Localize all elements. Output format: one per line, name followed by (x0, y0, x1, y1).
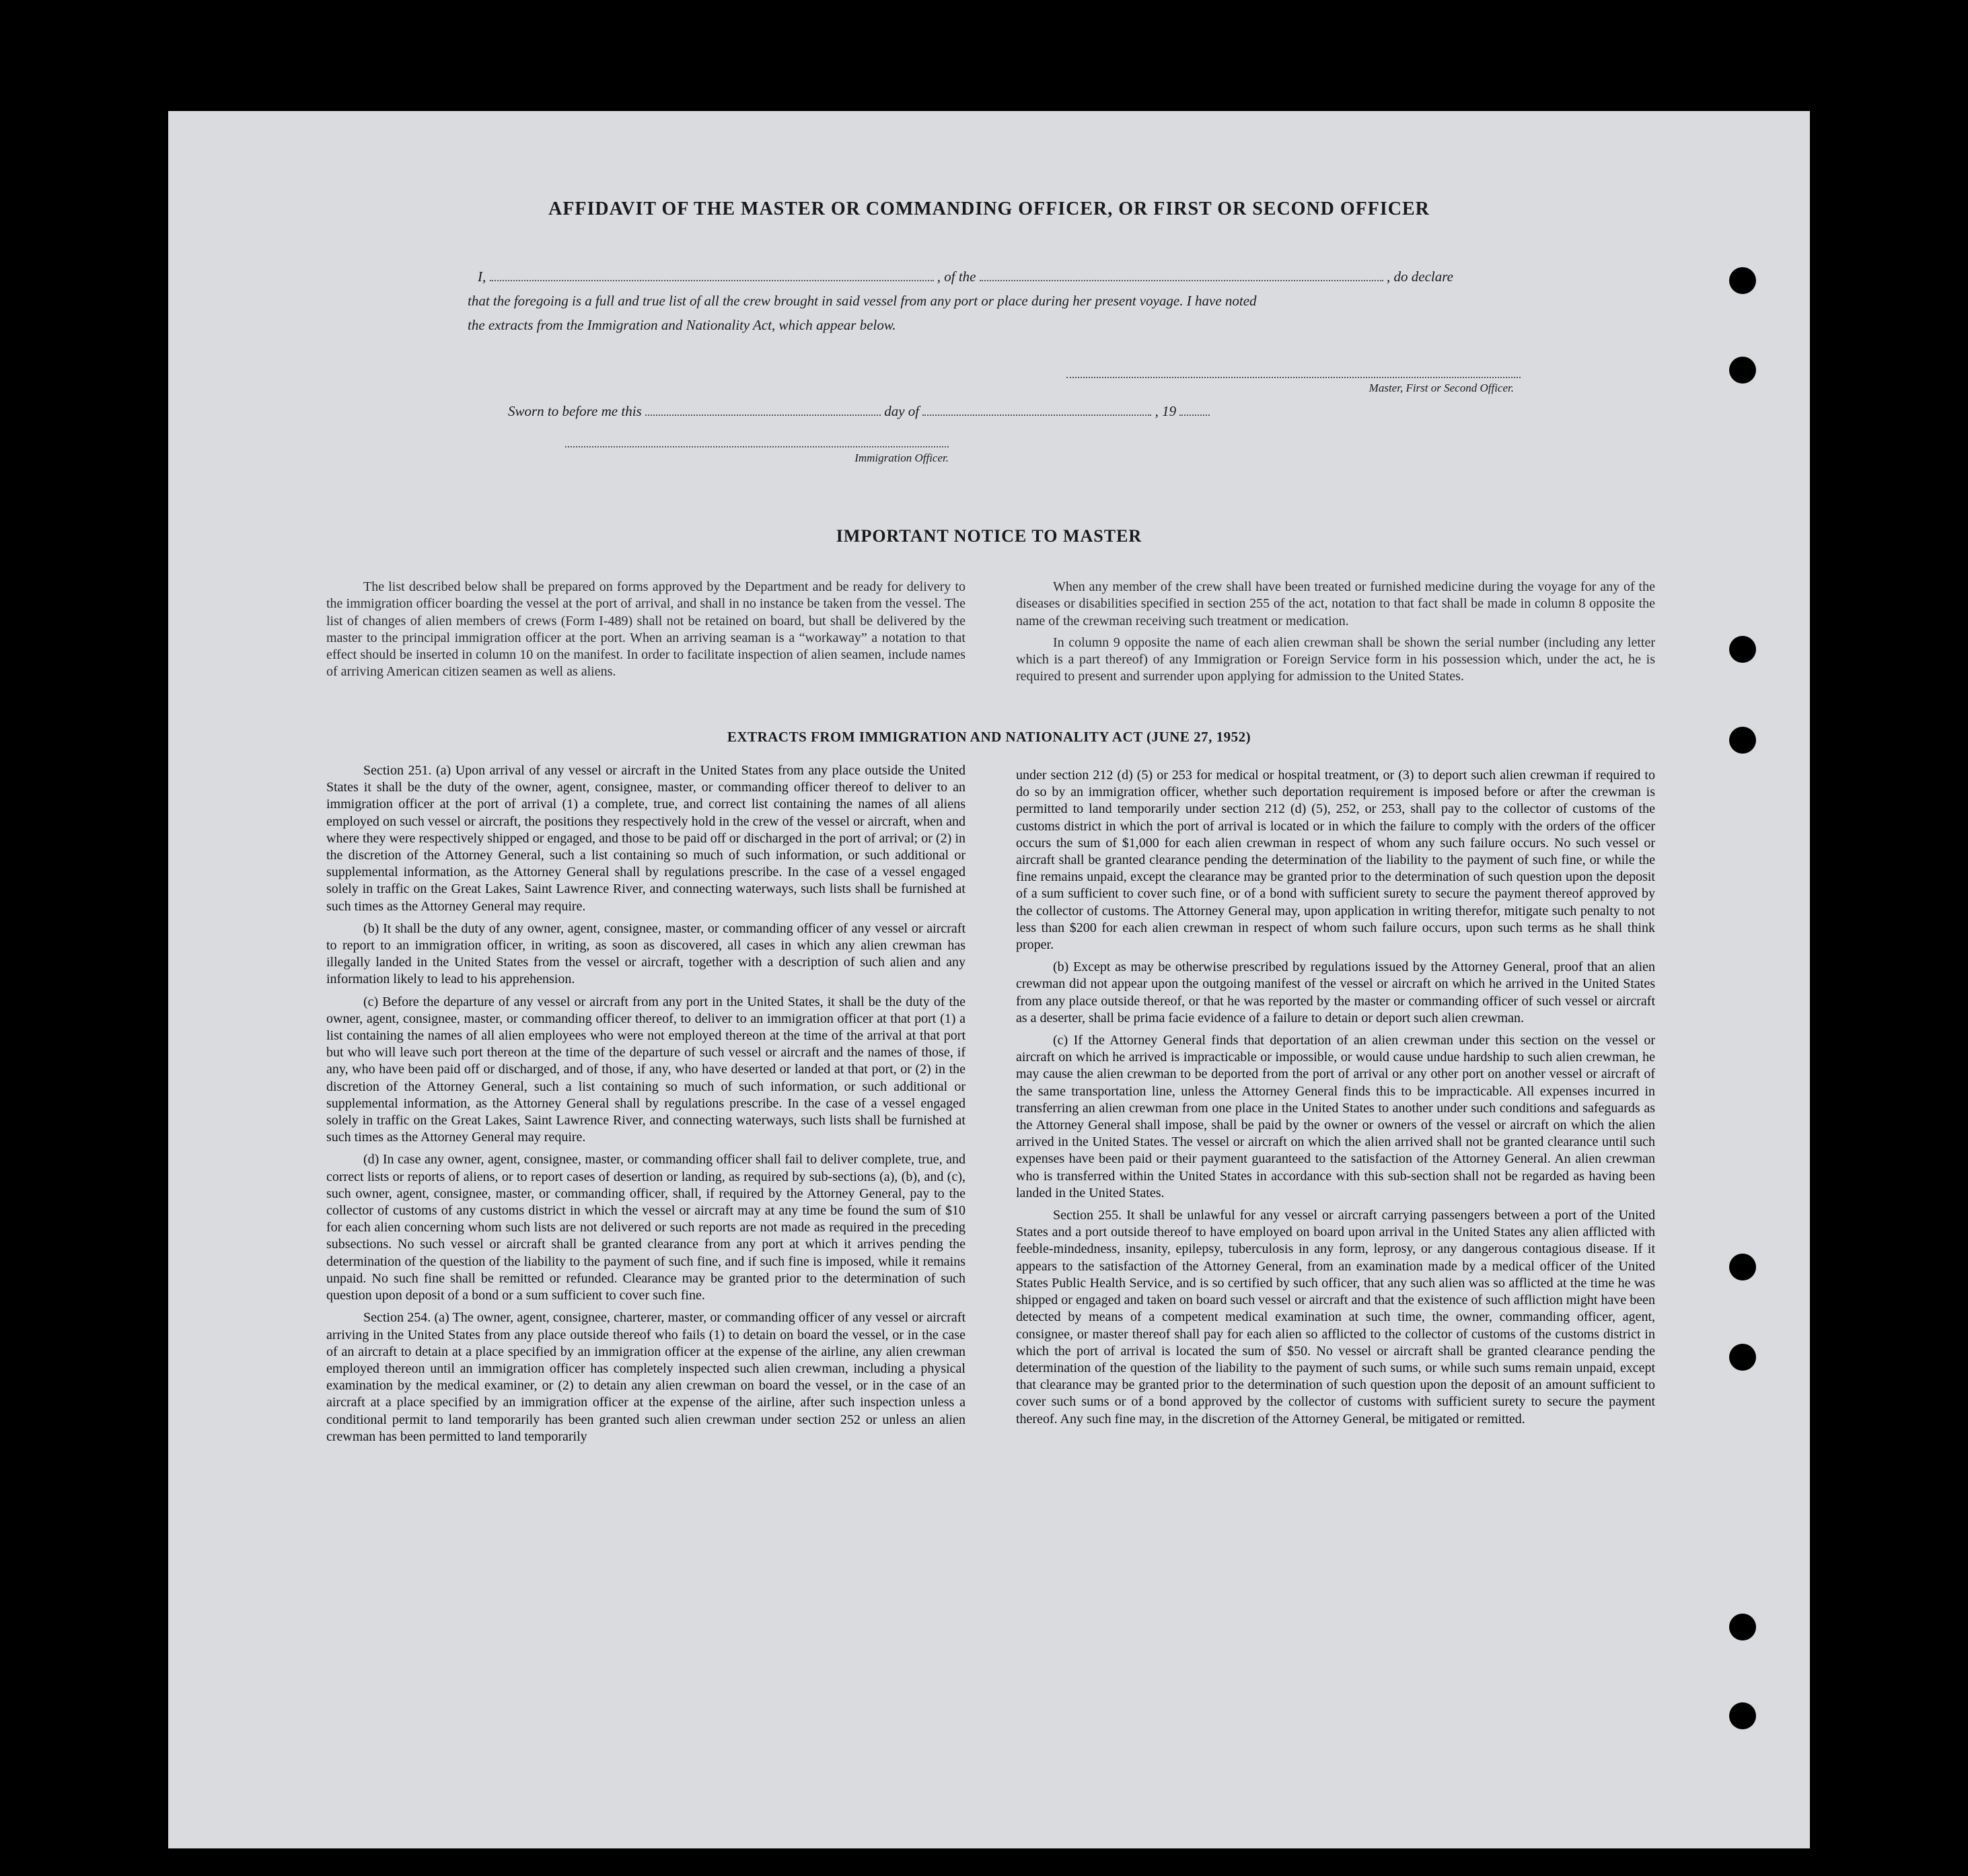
notice-left-column (326, 579, 965, 686)
declaration-of-the: , of the (937, 268, 976, 285)
extract-paragraph: Section 255. It shall be unlawful for any vessel or aircraft carrying passengers between a port of the United States and a port outside thereof to have employed on board upon arrival in the United States any alien afflicted with feeble-mindedness, insanity, epilepsy, tuberculosis in any form, leprosy, or any dangerous contagious disease. If it appears to the satisfaction of the Attorney General, from an examination made by a medical officer of the United States Public Health Service, and is so certified by such officer, that any such alien was so afflicted at the time he was shipped or engaged and taken on board such vessel or aircraft and that the existence of such affliction might have been detected by means of a competent medical examination at such time, the owner, commanding officer, agent, consignee, or master thereof shall pay for each alien so afflicted to the collector of customs of the customs district in which the port of arrival is located the sum of $50. No vessel or aircraft shall be granted clearance pending the determination of the question of the liability to the payment of such sums, or while such sums remain unpaid, except that clearance may be granted prior to the determination of such question upon the deposit of an amount sufficient to cover such sums or of a bond approved by the collector of customs with sufficient surety to secure the payment thereof. Any such fine may, in the discretion of the Attorney General, be mitigated or remitted. (1016, 1208, 1655, 1427)
extract-paragraph: under section 212 (d) (5) or 253 for medical or hospital treatment, or (3) to deport such alien crewman if required to do so by an immigration officer, whether such deportation requirement is imposed before or after the crewman is permitted to land temporarily under section 212 (d) (5), 252, or 253, shall pay to the collector of customs of the customs district in which the port of arrival is located or in which the failure to comply with the orders of the officer occurs the sum of $1,000 for each alien crewman in respect of whom any such failure occurs. No such vessel or aircraft shall be granted clearance pending the determination of the liability to the payment of such fine, or while the fine remains unpaid, except the clearance may be granted prior to the determination of such question upon the deposit of a sum sufficient to cover such fine, or of a bond with sufficient surety to secure the payment thereof approved by the collector of customs. The Attorney General may, upon application in writing therefor, mitigate such penalty to not less than $200 for each alien crewman in respect of whom such failure occurs, upon such terms as he shall think proper. (1016, 768, 1655, 953)
notice-title: IMPORTANT NOTICE TO MASTER (836, 526, 1142, 546)
master-signature-line[interactable] (1066, 377, 1521, 378)
sworn-line (468, 399, 1551, 423)
notice-right-column (1016, 579, 1655, 690)
notice-paragraph: When any member of the crew shall have been treated or furnished medicine during the voyage for any of the diseases or disabilities specified in section 255 of the act, notation to that fact shall be made in column 8 opposite the name of the crewman receiving such treatment or medication. (1016, 579, 1655, 628)
declarant-name-field[interactable] (490, 266, 934, 281)
declaration-line-1 (468, 264, 1551, 289)
sworn-year: , 19 (1155, 403, 1177, 419)
extract-paragraph: (c) Before the departure of any vessel or aircraft from any port in the United States, it shall be the duty of the owner, agent, consignee, master, or commanding officer thereof, to deliver to an immigration officer at that port (1) a list containing the names of all alien employees who were not employed thereon at the time of the arrival at that port but who will leave such port thereon at the time of the departure of such vessel or aircraft and the names of those, if any, who have been paid off or discharged, and of those, if any, who have deserted or landed at that port, or (2) in the discretion of the Attorney General, such a list containing so much of such information, or such additional or supplemental information, as the Attorney General shall by regulations prescribe. In the case of a vessel engaged solely in traffic on the Great Lakes, Saint Lawrence River, and connecting waterways, such lists shall be furnished at such times as the Attorney General may require. (326, 994, 965, 1145)
affidavit-title: AFFIDAVIT OF THE MASTER OR COMMANDING OFFICER, OR FIRST OR SECOND OFFICER (548, 199, 1430, 219)
sworn-day-of: day of (884, 403, 920, 419)
punch-hole (1729, 1344, 1756, 1371)
punch-hole (1729, 1614, 1756, 1640)
extracts-left-column (326, 762, 965, 1451)
punch-hole (1729, 1254, 1756, 1280)
declaration-do-declare: , do declare (1387, 268, 1453, 285)
vessel-name-field[interactable] (980, 266, 1383, 281)
immigration-officer-caption: Immigration Officer. (854, 452, 949, 464)
punch-hole (1729, 636, 1756, 663)
punch-hole (1729, 357, 1756, 384)
notice-paragraph: In column 9 opposite the name of each alien crewman shall be shown the serial number (including any letter which is a part thereof) of any Immigration or Foreign Service form in his possession which, under the act, he is required to present and surrender upon applying for admission to the United States. (1016, 635, 1655, 684)
declaration-i: I, (478, 268, 486, 285)
extract-paragraph: Section 251. (a) Upon arrival of any vessel or aircraft in the United States from any place outside the United States it shall be the duty of the owner, agent, consignee, master, or commanding officer thereof to deliver to an immigration officer at the port of arrival (1) a complete, true, and correct list containing the names of all aliens employed on such vessel or aircraft, the positions they respectively hold in the crew of the vessel or aircraft, when and where they were respectively shipped or engaged, and those to be paid off or discharged in the port of arrival; or (2) in the discretion of the Attorney General, such a list containing so much of such information, or such additional or supplemental information, as the Attorney General shall by regulations prescribe. In the case of a vessel engaged solely in traffic on the Great Lakes, Saint Lawrence River, and connecting waterways, such lists shall be furnished at such times as the Attorney General may require. (326, 763, 965, 914)
declaration-line-3: the extracts from the Immigration and Nationality Act, which appear below. (468, 317, 896, 333)
sworn-prefix: Sworn to before me this (508, 403, 642, 419)
notice-paragraph: The list described below shall be prepared on forms approved by the Department and be ready for delivery to the immigration officer boarding the vessel at the port of arrival, and shall in no instance be taken from the vessel. The list of changes of alien members of crews (Form I-489) shall not be retained on board, but shall be delivered by the master to the principal immigration officer at the port. When an arriving seaman is a “workaway” a notation to that effect should be inserted in column 10 on the manifest. In order to facilitate inspection of alien seamen, include names of arriving American citizen seamen as well as aliens. (326, 579, 965, 680)
extract-paragraph: Section 254. (a) The owner, agent, consignee, charterer, master, or commanding officer of any vessel or aircraft arriving in the United States from any place outside thereof who fails (1) to detain on board the vessel, or in the case of an aircraft to detain at a place specified by an immigration officer at the expense of the airline, any alien crewman employed thereon until an immigration officer has completely inspected such alien crewman, including a physical examination by the medical examiner, or (2) to detain any alien crewman on board the vessel, or in the case of an aircraft at a place specified by an immigration officer at the expense of the airline, after such inspection unless a conditional permit to land temporarily has been granted such alien crewman under section 252 or unless an alien crewman has been permitted to land temporarily (326, 1310, 965, 1444)
extract-paragraph: (b) Except as may be otherwise prescribed by regulations issued by the Attorney General, proof that an alien crewman did not appear upon the outgoing manifest of the vessel or aircraft on which he arrived in the United States from any place outside thereof, or that he was reported by the master or commanding officer of such vessel or aircraft as a deserter, shall be prima facie evidence of a failure to detain or deport such alien crewman. (1016, 960, 1655, 1025)
master-signature-caption: Master, First or Second Officer. (1369, 382, 1514, 394)
immigration-officer-signature-line[interactable] (565, 446, 949, 447)
extracts-title: EXTRACTS FROM IMMIGRATION AND NATIONALITY ACT (JUNE 27, 1952) (727, 729, 1251, 745)
sworn-day-field[interactable] (645, 401, 881, 416)
punch-hole (1729, 727, 1756, 754)
extract-paragraph: (b) It shall be the duty of any owner, agent, consignee, master, or commanding officer of any vessel or aircraft to report to an immigration officer, in writing, as soon as discovered, all cases in which any alien crewman has illegally landed in the United States from the vessel or aircraft, together with a description of such alien and any information likely to lead to his apprehension. (326, 921, 965, 987)
sworn-year-field[interactable] (1179, 401, 1210, 416)
sworn-month-field[interactable] (922, 401, 1151, 416)
extract-paragraph: (c) If the Attorney General finds that deportation of an alien crewman under this section on the vessel or aircraft on which he arrived is impracticable or impossible, or would cause undue hardship to such alien crewman, he may cause the alien crewman to be deported from the port of arrival or any other port on another vessel or aircraft of the same transportation line, unless the Attorney General finds this to be impracticable. All expenses incurred in transferring an alien crewman from one place in the United States to another under such conditions and safeguards as the Attorney General shall impose, shall be paid by the owner or owners of the vessel or aircraft on which the alien arrived in the United States. The vessel or aircraft on which the alien arrived shall not be granted clearance until such expenses have been paid or their payment guaranteed to the satisfaction of the Attorney General. An alien crewman who is transferred within the United States in accordance with this sub-section shall not be regarded as having been landed in the United States. (1016, 1033, 1655, 1200)
punch-hole (1729, 1702, 1756, 1729)
punch-hole (1729, 267, 1756, 294)
extract-paragraph: (d) In case any owner, agent, consignee, master, or commanding officer shall fail to deliver complete, true, and correct lists or reports of aliens, or to report cases of desertion or landing, as required by sub-sections (a), (b), and (c), such owner, agent, consignee, master, or commanding officer, shall, if required by the Attorney General, pay to the collector of customs of any customs district in which the vessel or aircraft may at any time be found the sum of $10 for each alien concerning whom such lists are not delivered or such reports are not made as required in the preceding subsections. No such vessel or aircraft shall be granted clearance from any port at which it arrives pending the determination of the question of the liability to the payment of such fine, and if such fine is imposed, while it remains unpaid. No such fine shall be remitted or refunded. Clearance may be granted prior to the determination of such question upon deposit of a bond or a sum sufficient to cover such fine. (326, 1152, 965, 1303)
extracts-right-column (1016, 767, 1655, 1433)
declaration-line-2: that the foregoing is a full and true list of all the crew brought in said vessel from any port or place during her present voyage. I have noted (468, 293, 1257, 309)
document-page (168, 111, 1810, 1848)
